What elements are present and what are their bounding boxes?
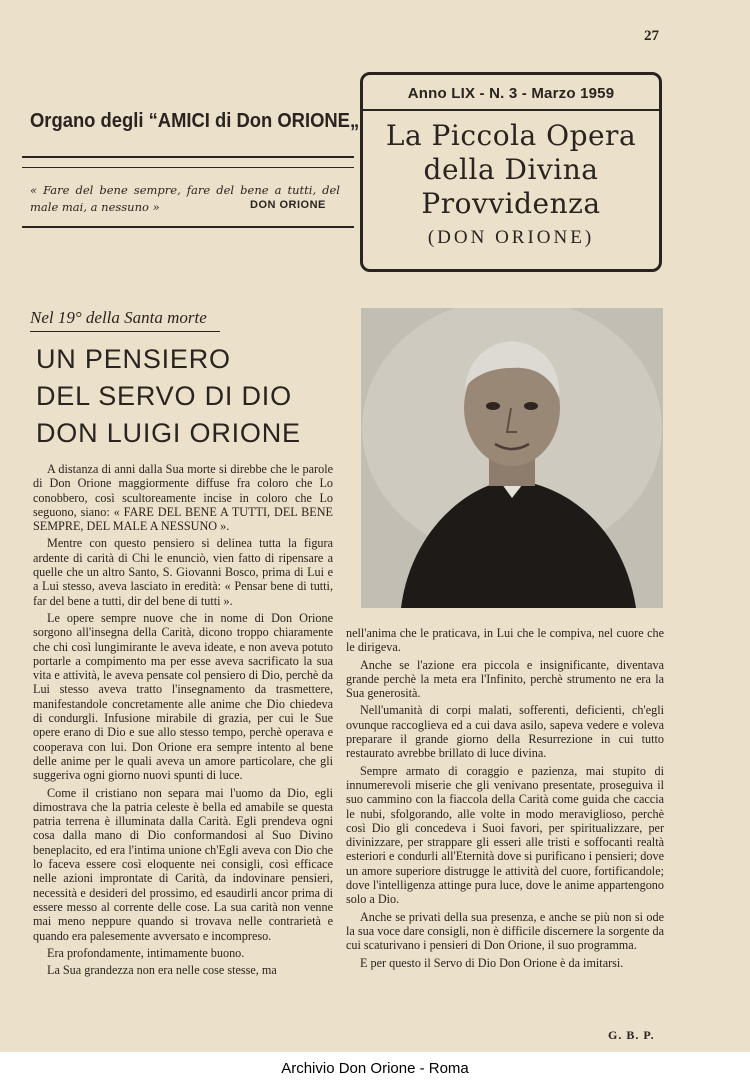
masthead-title: [363, 119, 659, 221]
article-paragraph: Anche se privati della sua presenza, e anche se più non si ode la sua voce dare consigli, non è difficile discernere la sorgente da cui scaturivano i pensieri di Don Orione, il suo programma.: [346, 909, 664, 953]
masthead-divider: [363, 109, 659, 111]
article-headline: [36, 341, 346, 452]
portrait-image: [361, 308, 663, 608]
rule-divider: [22, 167, 354, 168]
article-paragraph: Mentre con questo pensiero si delinea tutta la figura ardente di carità di Chi le enunciò, vien fatto di ripensare a quelle che un altro Santo, S. Giovanni Bosco, prima di Lui e a Lui stesso, aveva lasciato in eredità: « Pensar bene di tutti, far del bene a tutti, dir del bene di tutti ».: [33, 536, 333, 608]
article-paragraph: Era profondamente, intimamente buono.: [47, 945, 245, 960]
kicker-underline: [30, 331, 220, 332]
masthead-box: [360, 72, 662, 272]
headline-line: UN PENSIERO: [36, 344, 231, 374]
article-paragraph: Anche se l'azione era piccola e insignificante, diventava grande perchè la meta era l'Infinito, perchè strumento ne era la Sua generosità.: [346, 657, 664, 701]
article-kicker: Nel 19° della Santa morte: [30, 308, 207, 327]
organo-heading: Organo degli “AMICI di Don ORIONE„: [30, 110, 360, 132]
article-paragraph: Come il cristiano non separa mai l'uomo da Dio, egli dimostrava che la patria celeste è bella ed amabile se questa patria terrena è illuminata dalla Carità. Egli prendeva ogni cosa dalla mano di Dio conformandosi al Suo Divino beneplacito, ed era l'intima unione ch'Egli aveva con Dio che lo faceva essere così eloquente nei consigli, così efficace nelle azioni improntate di Carità, da indovinare pensieri, necessità e desideri del prossimo, ed esaudirli ancor prima di essere messo al corrente delle cose. La sua carità non venne mai meno neppure quando si trovava nelle contrarietà e quando era palesemente avversato e incompreso.: [33, 785, 333, 943]
article-column-left: [33, 462, 333, 980]
portrait-photo: [361, 308, 663, 608]
archive-footer: Archivio Don Orione - Roma: [0, 1052, 750, 1085]
article-signature: G. B. P.: [608, 1028, 655, 1042]
masthead-title-line: della Divina: [423, 153, 599, 186]
masthead-subtitle: (DON ORIONE): [427, 227, 595, 248]
headline-line: DON LUIGI ORIONE: [36, 418, 301, 448]
article-paragraph: E per questo il Servo di Dio Don Orione è da imitarsi.: [360, 955, 624, 970]
article-paragraph: Sempre armato di coraggio e pazienza, mai stupito di innumerevoli miserie che gli venivano presentate, proseguiva il suo cammino con la fiaccola della Carità come guida che caccia le nubi, sfolgorando, alle volte in modo meraviglioso, perchè così Dio gli concedeva i Suoi favori, per spiritualizzare, per divinizzare, per strappare gli esseri alle tristi e soffocanti realtà esteriori e condurli all'Eternità dove si purificano i pensieri; dove un amore superiore distrugge le attività del cuore, fortificandole; dove l'intelligenza attinge pura luce, dove le anime appartengono solo a Dio.: [346, 763, 664, 907]
rule-divider: [22, 226, 354, 228]
headline-line: DEL SERVO DI DIO: [36, 381, 292, 411]
issue-line: Anno LIX - N. 3 - Marzo 1959: [407, 85, 615, 102]
page-number: 27: [644, 28, 659, 44]
article-paragraph: A distanza di anni dalla Sua morte si direbbe che le parole di Don Orione maggiormente diffuse fra coloro che Lo conobbero, così scultoreamente incise in coloro che Lo seguono, siano: « FARE DEL BENE A TUTTI, DEL BENE SEMPRE, DEL MALE A NESSUNO ».: [33, 462, 333, 534]
masthead-title-line: Provvidenza: [421, 187, 601, 220]
article-column-right: [346, 626, 664, 973]
motto-author: DON ORIONE: [250, 199, 326, 211]
article-paragraph: Nell'umanità di corpi malati, sofferenti, deficienti, ch'egli ovunque raccoglieva ed a cui dava asilo, sapeva vedere e voleva preparare il grande giorno della Resurrezione in cui tutto restaurato avrebbe brillato di luce divina.: [346, 703, 664, 761]
masthead-title-line: La Piccola Opera: [385, 119, 637, 152]
motto-quote: « Fare del bene sempre, fare del bene a tutti, del male mai, a nessuno »: [30, 183, 340, 214]
article-paragraph: La Sua grandezza non era nelle cose stesse, ma: [47, 963, 277, 978]
article-paragraph: Le opere sempre nuove che in nome di Don Orione sorgono all'insegna della Carità, dicono troppo chiaramente che chi così lungimirante le aveva ideate, e non aveva potuto portarle a compimento ma per esse aveva sacrificato la sua vita e attività, le aveva pensate col pensiero di Dio, perchè da Lui stesso aveva tratto l'insegnamento da trasmettere, manifestandole concretamente alle anime che Dio chiedeva di condurgli. Infusione mirabile di grazia, per cui le Sue opere erano di Dio e sue allo stesso tempo, perchè operava e cooperava con lui. Don Orione era sempre intento al bene delle anime per le quali aveva un amore particolare, che gli suggeriva ogni giorno nuovi spunti di luce.: [33, 610, 333, 783]
rule-divider: [22, 156, 354, 158]
article-paragraph: nell'anima che le praticava, in Lui che le compiva, nel cuore che le dirigeva.: [346, 626, 664, 655]
